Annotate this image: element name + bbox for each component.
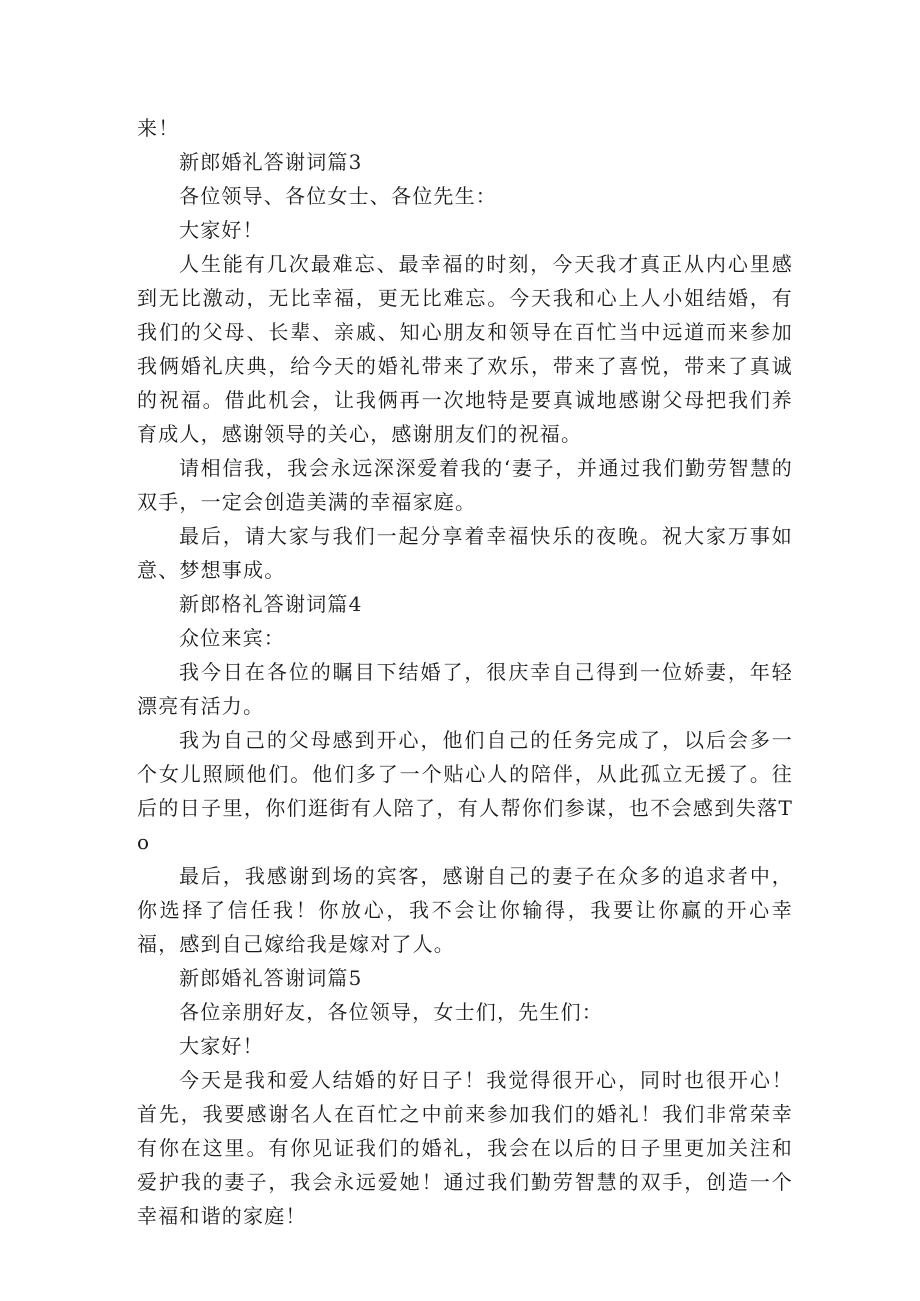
- greeting: 大家好！: [179, 1034, 264, 1058]
- section-heading-3: 新郎婚礼答谢词篇3: [179, 150, 363, 174]
- body-paragraph: 人生能有几次最难忘、最幸福的时刻，今天我才真正从内心里感到无比激动，无比幸福，更无比难忘。今天我和心上人小姐结婚，有我们的父母、长辈、亲戚、知心朋友和领导在百忙当中远道而来参加我俩婚礼庆典，给今天的婚礼带来了欢乐，带来了喜悦，带来了真诚的祝福。借此机会，让我俩再一次地特是要真诚地感谢父母把我们养育成人，感谢领导的关心，感谢朋友们的祝福。: [137, 252, 793, 446]
- body-paragraph: 最后，我感谢到场的宾客，感谢自己的妻子在众多的追求者中，你选择了信任我！你放心，我不会让你输得，我要让你赢的开心幸福，感到自己嫁给我是嫁对了人。: [137, 864, 793, 956]
- body-paragraph: 我为自己的父母感到开心，他们自己的任务完成了，以后会多一个女儿照顾他们。他们多了一个贴心人的陪伴，从此孤立无援了。往后的日子里，你们逛街有人陪了，有人帮你们参谋，也不会感到失落To: [137, 728, 793, 854]
- greeting: 大家好！: [179, 218, 264, 242]
- section-heading-4: 新郎格礼答谢词篇4: [179, 592, 363, 616]
- document-body: [137, 111, 793, 1233]
- paragraph-continuation: 来！: [137, 116, 180, 140]
- body-paragraph: 请相信我，我会永远深深爱着我的‘妻子，并通过我们勤劳智慧的双手，一定会创造美满的幸福家庭。: [137, 456, 793, 514]
- salutation: 各位领导、各位女士、各位先生：: [179, 184, 497, 208]
- body-paragraph: 最后，请大家与我们一起分享着幸福快乐的夜晚。祝大家万事如意、梦想事成。: [137, 524, 793, 582]
- body-paragraph: 今天是我和爱人结婚的好日子！我觉得很开心，同时也很开心！首先，我要感谢名人在百忙之中前来参加我们的婚礼！我们非常荣幸有你在这里。有你见证我们的婚礼，我会在以后的日子里更加关注和爱护我的妻子，我会永远爱她！通过我们勤劳智慧的双手，创造一个幸福和谐的家庭！: [137, 1068, 793, 1228]
- salutation: 各位亲朋好友，各位领导，女士们，先生们：: [179, 1000, 603, 1024]
- body-paragraph: 我今日在各位的瞩目下结婚了，很庆幸自己得到一位娇妻，年轻漂亮有活力。: [137, 660, 793, 718]
- salutation: 众位来宾：: [179, 626, 285, 650]
- section-heading-5: 新郎婚礼答谢词篇5: [179, 966, 363, 990]
